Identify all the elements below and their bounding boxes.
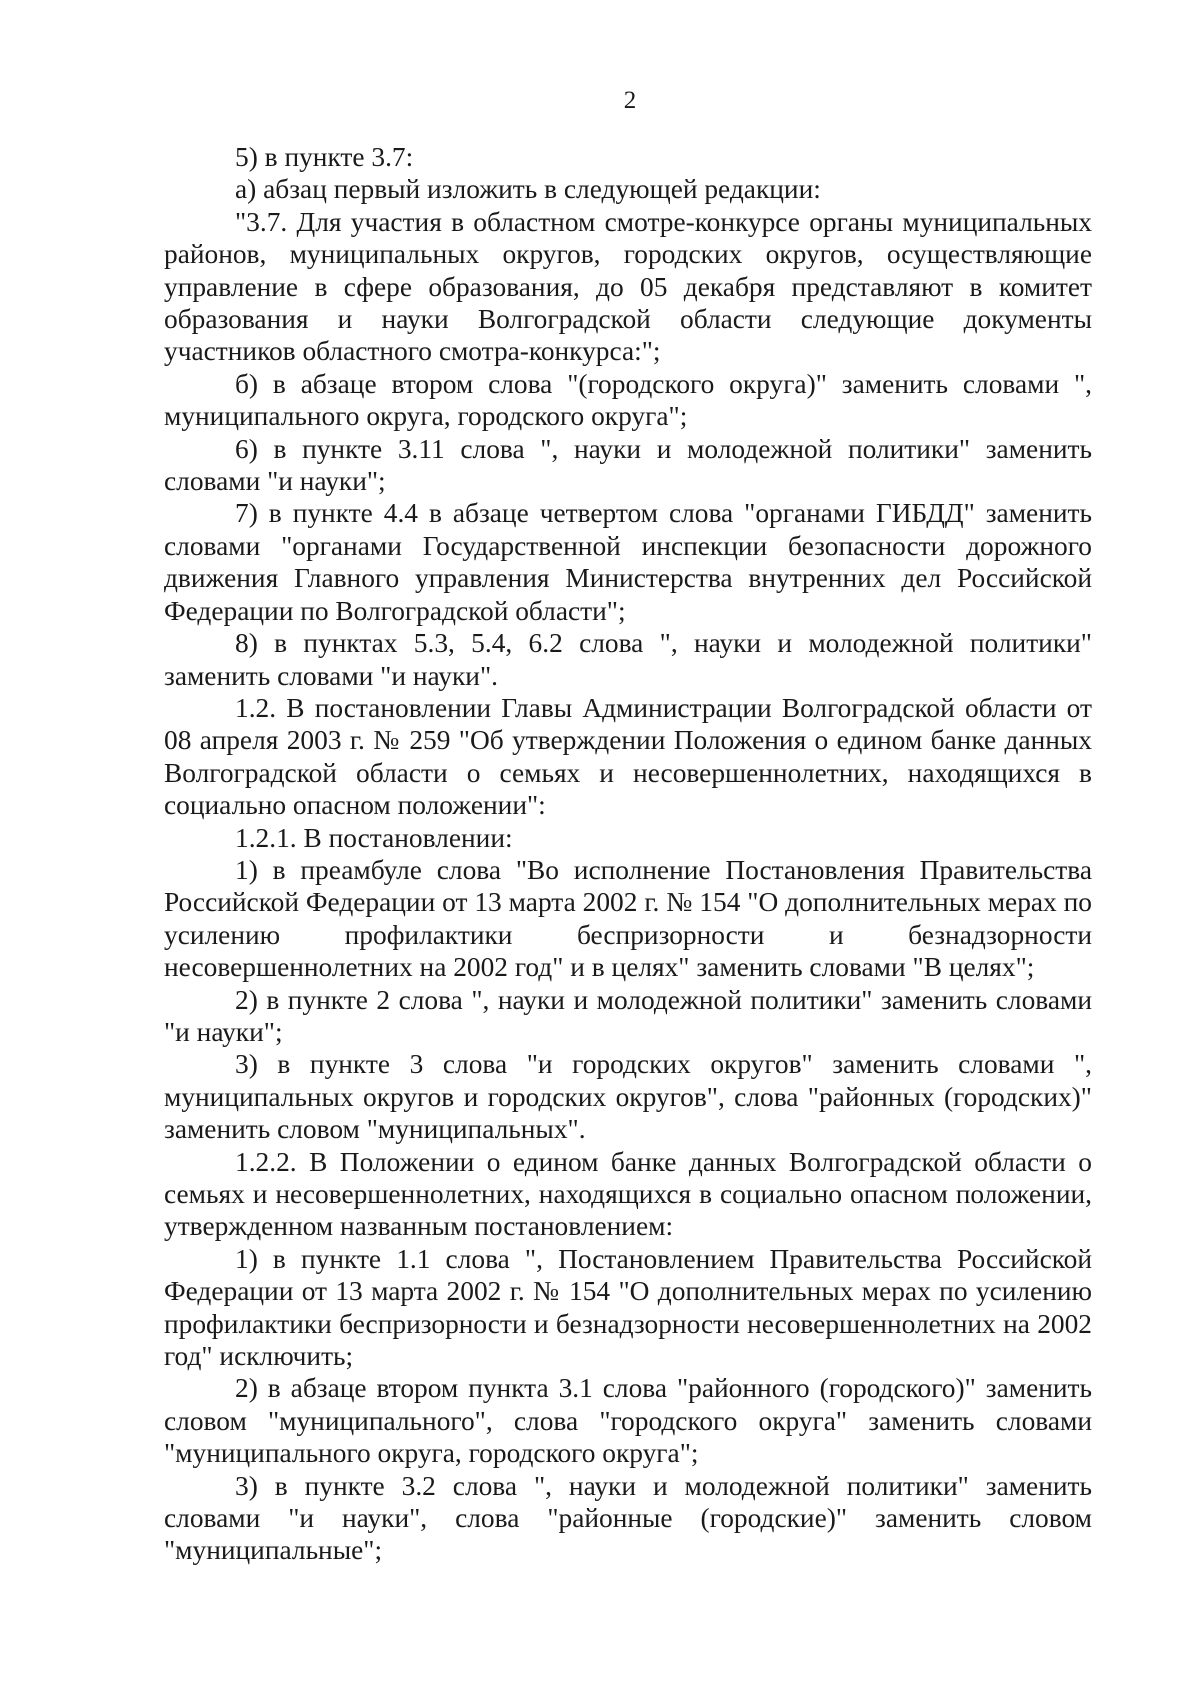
paragraph-1-2-2-item-1: 1) в пункте 1.1 слова ", Постановлением Правительства Российской Федерации от 13 марта 2002 г. № 154 "О дополнительных мерах по усилению профилактики беспризорности и безнадзорности несовершеннолетних на 2002 год" исключить; <box>164 1243 1092 1372</box>
paragraph-section-1-2: 1.2. В постановлении Главы Администрации Волгоградской области от 08 апреля 2003 г. № 259 "Об утверждении Положения о едином банке данных Волгоградской области о семьях и несовершеннолетних, находящихся в социально опасном положении": <box>164 692 1092 821</box>
paragraph-item-5: 5) в пункте 3.7: <box>235 142 414 172</box>
paragraph-1-2-1-item-3: 3) в пункте 3 слова "и городских округов" заменить словами ", муниципальных округов и городских округов", слова "районных (городских)" заменить словом "муниципальных". <box>164 1049 1092 1145</box>
paragraph-1-2-2-item-2: 2) в абзаце втором пункта 3.1 слова "районного (городского)" заменить словом "муниципального", слова "городского округа" заменить словами "муниципального округа, городского округа"; <box>164 1373 1092 1469</box>
paragraph-subitem-a: а) абзац первый изложить в следующей редакции: <box>235 174 821 205</box>
paragraph-item-7: 7) в пункте 4.4 в абзаце четвертом слова "органами ГИБДД" заменить словами "органами Государственной инспекции безопасности дорожного движения Главного управления Министерства внутренних дел Российской Федерации по Волгоградской области"; <box>164 498 1092 626</box>
paragraph-section-1-2-1: 1.2.1. В постановлении: <box>235 822 513 853</box>
paragraph-1-2-1-item-2: 2) в пункте 2 слова ", науки и молодежной политики" заменить словами "и науки"; <box>164 984 1092 1047</box>
paragraph-1-2-2-item-3: 3) в пункте 3.2 слова ", науки и молодежной политики" заменить словами "и науки", слова "районные (городские)" заменить словом "муниципальные"; <box>164 1470 1092 1566</box>
page-number: 2 <box>623 87 637 114</box>
paragraph-1-2-1-item-1: 1) в преамбуле слова "Во исполнение Постановления Правительства Российской Федерации от 13 марта 2002 г. № 154 "О дополнительных мерах по усилению профилактики беспризорности и безнадзорности несовершеннолетних на 2002 год" и в целях" заменить словами "В целях"; <box>164 854 1092 983</box>
paragraph-quoted-3-7: "3.7. Для участия в областном смотре-конкурсе органы муниципальных районов, муниципальных округов, городских округов, осуществляющие управление в сфере образования, до 05 декабря представляют в комитет образования и науки Волгоградской области следующие документы участников областного смотра-конкурса:"; <box>164 206 1092 367</box>
paragraph-subitem-b: б) в абзаце втором слова "(городского округа)" заменить словами ", муниципального округа, городского округа"; <box>164 368 1092 432</box>
document-body <box>164 141 1092 1567</box>
paragraph-item-6: 6) в пункте 3.11 слова ", науки и молодежной политики" заменить словами "и науки"; <box>164 433 1092 497</box>
paragraph-section-1-2-2: 1.2.2. В Положении о едином банке данных Волгоградской области о семьях и несовершеннолетних, находящихся в социально опасном положении, утвержденном названным постановлением: <box>164 1146 1092 1242</box>
paragraph-item-8: 8) в пунктах 5.3, 5.4, 6.2 слова ", науки и молодежной политики" заменить словами "и науки". <box>164 628 1092 691</box>
